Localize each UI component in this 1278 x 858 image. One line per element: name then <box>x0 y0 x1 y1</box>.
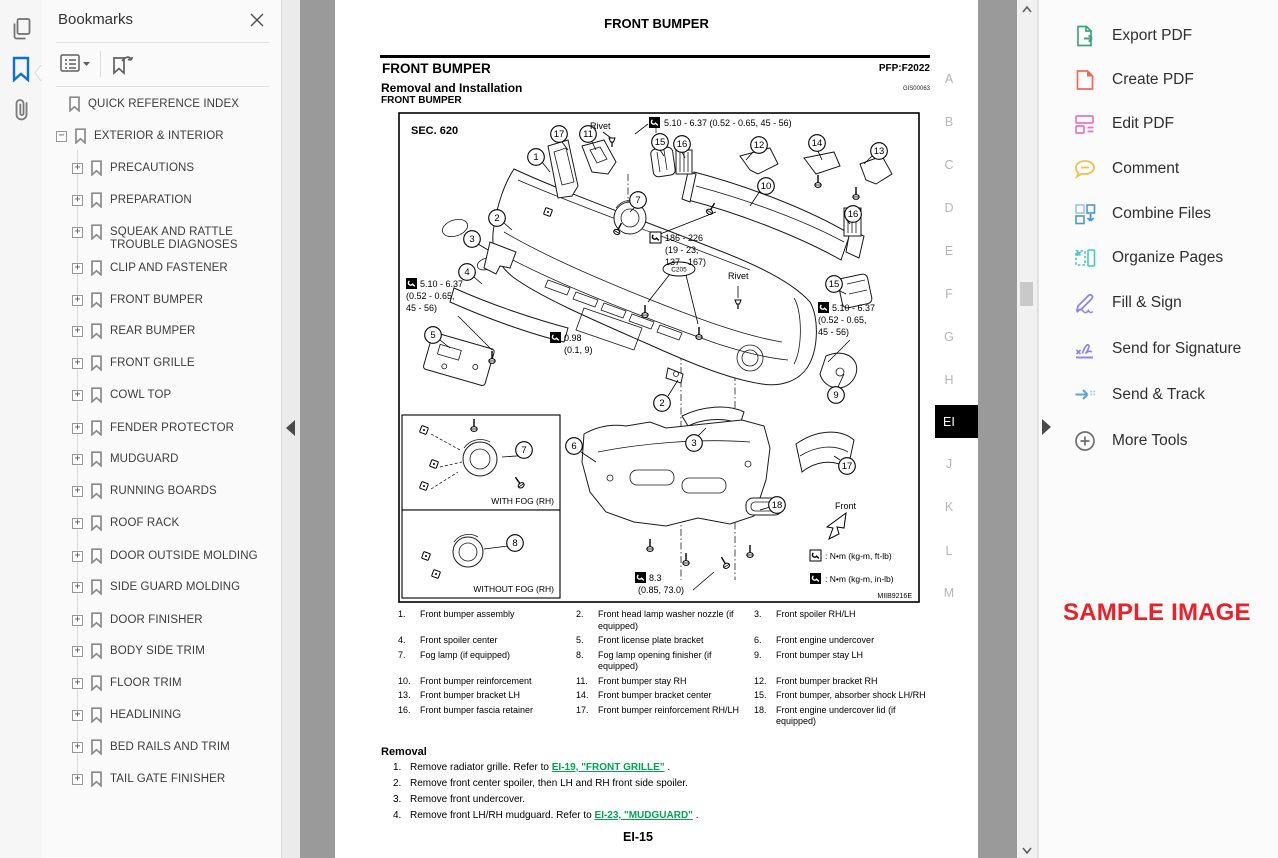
part-name: Front spoiler RH/LH <box>776 609 856 619</box>
combine-files-icon <box>1073 202 1097 226</box>
callout-17 <box>551 126 568 143</box>
export-pdf-icon <box>1073 24 1097 48</box>
part-number: 14. <box>576 690 589 700</box>
svg-text:9: 9 <box>833 390 839 402</box>
page-number: EI-15 <box>623 830 653 844</box>
tool-label: Create PDF <box>1112 71 1194 88</box>
bookmark-item[interactable] <box>72 261 228 276</box>
bookmark-label: FRONT GRILLE <box>110 357 195 369</box>
tool-label: Send & Track <box>1112 386 1206 403</box>
part-number: 6. <box>754 635 762 645</box>
part-item <box>398 676 570 688</box>
callout-16 <box>674 136 691 153</box>
svg-text:8: 8 <box>512 538 518 550</box>
create-pdf-icon <box>1073 68 1097 92</box>
callout-17b <box>839 458 856 475</box>
close-icon[interactable] <box>249 12 265 28</box>
bookmark-item[interactable] <box>72 193 192 208</box>
svg-text:16: 16 <box>676 139 688 151</box>
callout-15 <box>652 134 669 151</box>
torque-label: 5.10 - 6.37 <box>832 303 876 313</box>
part-name: Front bumper stay LH <box>776 649 864 660</box>
part-name: Front bumper, absorber shock LH/RH <box>776 690 926 700</box>
part-name: Front bumper bracket center <box>598 690 712 700</box>
bookmark-item[interactable] <box>72 516 179 531</box>
svg-text:7: 7 <box>521 445 527 457</box>
callout-2 <box>489 210 506 227</box>
expand-toggle[interactable]: + <box>72 195 83 206</box>
part-number: 12. <box>754 675 767 686</box>
bookmark-label: CLIP AND FASTENER <box>110 262 228 274</box>
subsection-title: Removal and Installation <box>381 81 523 95</box>
torque-label: 5.10 - 6.37 (0.52 - 0.65, 45 - 56) <box>664 118 792 128</box>
bookmark-label: ROOF RACK <box>110 517 180 529</box>
part-item <box>576 635 748 647</box>
part-number: 13. <box>398 690 411 700</box>
torque-label: (0.85, 73.0) <box>638 585 685 595</box>
bookmark-item[interactable] <box>72 580 240 595</box>
part-item <box>576 676 748 688</box>
scroll-up-icon[interactable] <box>1021 3 1033 15</box>
pdf-page <box>335 0 978 858</box>
part-item <box>398 690 570 702</box>
callout-7b <box>516 442 533 459</box>
tool-export-pdf[interactable] <box>1073 22 1273 50</box>
expand-toggle[interactable]: + <box>72 774 83 785</box>
torque-label: 186 - 226 <box>665 233 704 243</box>
bookmarks-list <box>42 86 281 858</box>
svg-text:15: 15 <box>828 279 840 291</box>
callout-18 <box>769 497 786 514</box>
svg-text:2: 2 <box>659 398 665 410</box>
tool-send-track[interactable] <box>1073 381 1273 409</box>
svg-text:C205: C205 <box>671 266 687 274</box>
svg-text:WITH FOG (RH): WITH FOG (RH) <box>491 496 554 506</box>
bookmark-label: FLOOR TRIM <box>110 677 182 689</box>
section-title: FRONT BUMPER <box>382 61 491 76</box>
tools-panel <box>1038 0 1278 858</box>
svg-text:17: 17 <box>553 129 565 141</box>
callout-5 <box>425 327 442 344</box>
tool-label: Export PDF <box>1112 27 1193 44</box>
scroll-down-icon[interactable] <box>1021 843 1033 855</box>
step-number: 4. <box>393 810 402 821</box>
expand-toggle[interactable]: + <box>72 163 83 174</box>
expand-current-bookmark-icon[interactable] <box>108 52 132 76</box>
expand-toggle[interactable]: + <box>72 551 83 562</box>
bookmarks-header <box>42 0 281 42</box>
torque-label: (19 - 23, <box>665 245 699 255</box>
tool-label: Send for Signature <box>1112 340 1242 357</box>
part-item <box>398 650 570 673</box>
bookmark-label: TAIL GATE FINISHER <box>110 773 226 785</box>
torque-label: 45 - 56) <box>406 303 438 313</box>
svg-text:4: 4 <box>464 267 470 279</box>
expand-toggle[interactable]: + <box>72 326 83 337</box>
comment-icon <box>1073 157 1097 181</box>
svg-text:3: 3 <box>691 438 697 450</box>
section-tab-e[interactable]: E <box>944 244 954 258</box>
callout-8 <box>507 535 524 552</box>
bookmark-item[interactable] <box>72 644 205 659</box>
expand-toggle[interactable]: + <box>72 390 83 401</box>
legend-inlb: : N•m (kg-m, in-lb) <box>825 574 894 584</box>
expand-toggle[interactable]: + <box>72 358 83 369</box>
step-text: Remove radiator grille. Refer to <box>410 762 552 773</box>
subsection-heading: FRONT BUMPER <box>381 95 462 106</box>
torque-label: 45 - 56) <box>818 327 850 337</box>
step-text: Remove front undercover. <box>410 794 526 805</box>
torque-label: 8.3 <box>649 573 662 583</box>
removal-step <box>393 762 671 773</box>
step-text: . <box>664 762 671 773</box>
part-name: Front bumper bracket RH <box>776 675 878 686</box>
section-tab-f[interactable]: F <box>945 287 953 301</box>
bookmark-options-icon[interactable] <box>60 52 84 76</box>
section-tab-d[interactable]: D <box>944 201 954 215</box>
removal-step <box>393 778 688 789</box>
bookmark-item[interactable] <box>72 356 195 371</box>
callout-3 <box>464 231 481 248</box>
part-number: 18. <box>754 704 767 715</box>
expand-toggle[interactable]: + <box>72 742 83 753</box>
exploded-diagram <box>398 112 920 603</box>
removal-step <box>393 794 526 805</box>
attachments-icon[interactable] <box>11 96 33 120</box>
svg-text:1: 1 <box>533 152 539 164</box>
part-item <box>754 705 935 728</box>
bookmarks-panel-icon[interactable] <box>11 56 33 80</box>
torque-label: 0.98 <box>564 333 582 343</box>
part-name: Front engine undercover lid (if equipped) <box>776 704 896 726</box>
section-tab-ei-active[interactable]: EI <box>935 405 978 438</box>
collapse-left-panel-icon[interactable] <box>286 420 295 436</box>
callout-6 <box>566 438 583 455</box>
callout-3b <box>686 435 703 452</box>
part-number: 5. <box>576 635 584 645</box>
step-text: . <box>692 810 699 821</box>
part-number: 8. <box>576 649 584 660</box>
header-rule <box>380 55 930 58</box>
expand-toggle[interactable]: + <box>72 615 83 626</box>
svg-text:3: 3 <box>469 234 475 246</box>
expand-toggle[interactable]: + <box>72 646 83 657</box>
section-tab-g[interactable]: G <box>944 330 954 344</box>
send-for-signature-icon <box>1073 337 1097 361</box>
svg-text:15: 15 <box>654 137 666 149</box>
part-number: 2. <box>576 609 584 619</box>
step-number: 2. <box>393 778 402 789</box>
svg-text:17: 17 <box>841 461 853 473</box>
bookmark-label: PRECAUTIONS <box>110 162 195 174</box>
torque-label: 5.10 - 6.37 <box>420 279 464 289</box>
expand-toggle[interactable]: + <box>72 295 83 306</box>
bookmark-label: SQUEAK AND RATTLE TROUBLE DIAGNOSES <box>110 226 238 251</box>
removal-heading: Removal <box>381 746 427 758</box>
part-item <box>576 705 748 728</box>
bookmark-label: BED RAILS AND TRIM <box>110 741 230 753</box>
callout-1 <box>528 149 545 166</box>
tool-label: Organize Pages <box>1112 249 1224 266</box>
tool-more-tools[interactable] <box>1073 427 1273 455</box>
callout-13 <box>871 143 888 160</box>
expand-toggle[interactable]: + <box>72 582 83 593</box>
bookmark-label: COWL TOP <box>110 389 172 401</box>
callout-9 <box>828 387 845 404</box>
bookmark-label: FENDER PROTECTOR <box>110 422 235 434</box>
callout-7 <box>630 192 647 209</box>
svg-text:WITHOUT FOG (RH): WITHOUT FOG (RH) <box>473 584 554 594</box>
callout-4 <box>459 264 476 281</box>
torque-label: (0.52 - 0.65, <box>818 315 867 325</box>
part-item <box>398 705 570 728</box>
part-name: Fog lamp opening finisher (if equipped) <box>598 649 712 671</box>
bookmark-label: MUDGUARD <box>110 453 179 465</box>
part-number: 15. <box>754 690 767 700</box>
bookmarks-title: Bookmarks <box>58 11 134 28</box>
part-name: Front engine undercover <box>776 635 875 645</box>
navigation-icon-strip <box>0 0 43 858</box>
bookmark-label: EXTERIOR & INTERIOR <box>94 130 224 142</box>
part-name: Front bumper fascia retainer <box>420 704 534 715</box>
bookmarks-splitter[interactable] <box>281 0 301 858</box>
divider <box>100 51 101 77</box>
bookmark-label: PREPARATION <box>110 194 192 206</box>
expand-toggle[interactable]: + <box>72 227 83 238</box>
tool-create-pdf[interactable] <box>1073 66 1273 94</box>
part-undercover <box>582 420 782 526</box>
bookmark-item[interactable] <box>72 740 230 755</box>
svg-text:14: 14 <box>811 138 823 150</box>
part-item <box>754 650 935 673</box>
part-name: Front license plate bracket <box>598 635 704 645</box>
part-name: Front bumper stay RH <box>598 675 687 686</box>
tool-label: Edit PDF <box>1112 115 1175 132</box>
section-tab-k[interactable]: K <box>944 500 954 514</box>
page-thumbnails-icon[interactable] <box>11 17 33 41</box>
svg-text:12: 12 <box>753 140 765 152</box>
part-name: Front head lamp washer nozzle (if equipped) <box>598 609 734 631</box>
part-number: 4. <box>398 635 406 645</box>
expand-toggle[interactable]: + <box>72 454 83 465</box>
bookmark-item[interactable] <box>72 772 225 787</box>
sample-image-watermark: SAMPLE IMAGE <box>1063 599 1251 626</box>
part-item <box>754 690 935 702</box>
tool-send-for-signature[interactable] <box>1073 335 1273 363</box>
tool-label: Combine Files <box>1112 205 1212 222</box>
collapse-toggle[interactable]: − <box>56 131 67 142</box>
tool-combine-files[interactable] <box>1073 200 1273 228</box>
step-text: Remove front center spoiler, then LH and RH front side spoiler. <box>410 778 688 789</box>
bookmark-item[interactable] <box>72 452 179 467</box>
callout-16b <box>845 206 862 223</box>
expand-toggle[interactable]: + <box>72 518 83 529</box>
bookmark-item[interactable] <box>72 388 171 403</box>
section-tab-j[interactable]: J <box>945 457 953 471</box>
part-item <box>754 635 935 647</box>
fill-sign-icon <box>1073 291 1097 315</box>
bookmark-item[interactable] <box>72 421 234 436</box>
bookmark-item[interactable] <box>72 676 182 691</box>
part-number: 9. <box>754 649 762 660</box>
part-number: 16. <box>398 704 411 715</box>
part-item <box>576 650 748 673</box>
pfp-code: PFP:F2022 <box>878 63 930 74</box>
part-name: Front bumper reinforcement <box>420 675 532 686</box>
panel-open-notch <box>34 64 42 82</box>
part-number: 10. <box>398 675 411 686</box>
section-tab-c[interactable]: C <box>944 158 954 172</box>
document-area <box>300 0 1017 858</box>
bookmarks-toolbar <box>42 43 281 86</box>
part-item <box>576 690 748 702</box>
callout-14 <box>809 135 826 152</box>
part-name: Front bumper reinforcement RH/LH <box>598 704 740 715</box>
expand-toggle[interactable]: + <box>72 678 83 689</box>
part-number: 1. <box>398 609 406 619</box>
part-number: 11. <box>576 675 588 686</box>
bookmark-item[interactable] <box>72 549 258 564</box>
bookmark-item[interactable] <box>72 708 181 723</box>
bookmark-label: SIDE GUARD MOLDING <box>110 581 241 593</box>
part-name: Front spoiler center <box>420 635 498 645</box>
part-item <box>754 609 935 632</box>
svg-text:10: 10 <box>760 181 772 193</box>
svg-text:7: 7 <box>635 195 641 207</box>
tool-organize-pages[interactable] <box>1073 244 1273 272</box>
scrollbar-thumb[interactable] <box>1020 282 1033 306</box>
edit-pdf-icon <box>1073 112 1097 136</box>
svg-text:2: 2 <box>494 213 500 225</box>
tool-edit-pdf[interactable] <box>1073 110 1273 138</box>
callout-15b <box>826 276 843 293</box>
bookmark-item[interactable] <box>72 293 203 308</box>
step-number: 3. <box>393 794 402 805</box>
part-name: Front bumper bracket LH <box>420 690 521 700</box>
expand-toggle[interactable]: + <box>72 486 83 497</box>
vertical-scrollbar[interactable] <box>1017 0 1038 858</box>
bookmark-label: RUNNING BOARDS <box>110 485 217 497</box>
bookmark-label: BODY SIDE TRIM <box>110 645 205 657</box>
step-text: Remove front LH/RH mudguard. Refer to <box>410 810 595 821</box>
svg-text:5: 5 <box>430 330 436 342</box>
svg-text:13: 13 <box>873 146 885 158</box>
svg-text:18: 18 <box>771 500 783 512</box>
torque-label: (0.1, 9) <box>564 345 593 355</box>
inset-with-fog <box>402 415 560 510</box>
organize-pages-icon <box>1073 246 1097 270</box>
cross-reference-link[interactable]: EI-19, "FRONT GRILLE" <box>551 762 665 773</box>
callout-10 <box>758 178 775 195</box>
bookmark-label: REAR BUMPER <box>110 325 196 337</box>
part-name: Front bumper assembly <box>420 609 515 619</box>
part-number: 17. <box>576 704 589 715</box>
part-number: 3. <box>754 609 762 619</box>
send-track-icon <box>1073 383 1097 407</box>
part-item <box>576 609 748 632</box>
bookmarks-panel <box>42 0 281 858</box>
running-header: FRONT BUMPER <box>604 16 709 31</box>
expand-toggle[interactable]: + <box>72 423 83 434</box>
cross-reference-link[interactable]: EI-23, "MUDGUARD" <box>594 810 693 821</box>
expand-toggle[interactable]: + <box>72 710 83 721</box>
step-number: 1. <box>393 762 402 773</box>
part-item <box>754 676 935 688</box>
bookmark-label: QUICK REFERENCE INDEX <box>88 98 239 110</box>
torque-label: (0.52 - 0.65, <box>406 291 455 301</box>
more-tools-icon <box>1073 429 1097 453</box>
bookmark-label: FRONT BUMPER <box>110 294 203 306</box>
removal-step <box>393 810 699 821</box>
collapse-right-panel-icon[interactable] <box>1042 419 1051 435</box>
part-item <box>398 609 570 632</box>
section-tab-a[interactable]: A <box>944 72 954 86</box>
bookmark-item[interactable] <box>68 97 239 112</box>
rivet-label: Rivet <box>728 271 749 281</box>
figure-id: MIIB9216E <box>877 593 912 600</box>
legend-ftlb: : N•m (kg-m, ft-lb) <box>825 551 892 561</box>
callout-2b <box>654 395 671 412</box>
part-item <box>398 635 570 647</box>
svg-text:16: 16 <box>847 209 859 221</box>
inset-without-fog <box>402 510 560 598</box>
part-name: Fog lamp (if equipped) <box>420 649 511 660</box>
figure-ref-code: GIS00063 <box>902 86 930 92</box>
bookmark-item[interactable] <box>72 225 262 252</box>
rivet-label: Rivet <box>590 121 611 131</box>
svg-text:6: 6 <box>571 441 577 453</box>
section-tab-m[interactable]: M <box>943 586 955 600</box>
tool-fill-sign[interactable] <box>1073 289 1273 317</box>
tool-label: More Tools <box>1112 432 1188 449</box>
callout-12 <box>751 137 768 154</box>
section-tab-l[interactable]: L <box>945 544 953 558</box>
part-number: 7. <box>398 649 406 660</box>
svg-text:11: 11 <box>583 129 593 141</box>
bookmark-label: DOOR FINISHER <box>110 614 203 626</box>
bookmark-item[interactable] <box>56 129 224 144</box>
section-tab-h[interactable]: H <box>944 373 954 387</box>
expand-toggle[interactable]: + <box>72 263 83 274</box>
section-tab-b[interactable]: B <box>944 115 954 129</box>
torque-label: 137 - 167) <box>665 257 707 267</box>
bookmark-item[interactable] <box>72 324 195 339</box>
bookmark-label: DOOR OUTSIDE MOLDING <box>110 550 258 562</box>
sec-label: SEC. 620 <box>411 125 459 137</box>
bookmark-item[interactable] <box>72 613 203 628</box>
front-label: Front <box>835 501 857 511</box>
bookmark-label: HEADLINING <box>110 709 182 721</box>
parts-list <box>398 609 943 731</box>
tool-comment[interactable] <box>1073 155 1273 183</box>
tool-label: Comment <box>1112 160 1180 177</box>
bookmark-item[interactable] <box>72 161 194 176</box>
bookmark-item[interactable] <box>72 484 217 499</box>
tool-label: Fill & Sign <box>1112 294 1182 311</box>
